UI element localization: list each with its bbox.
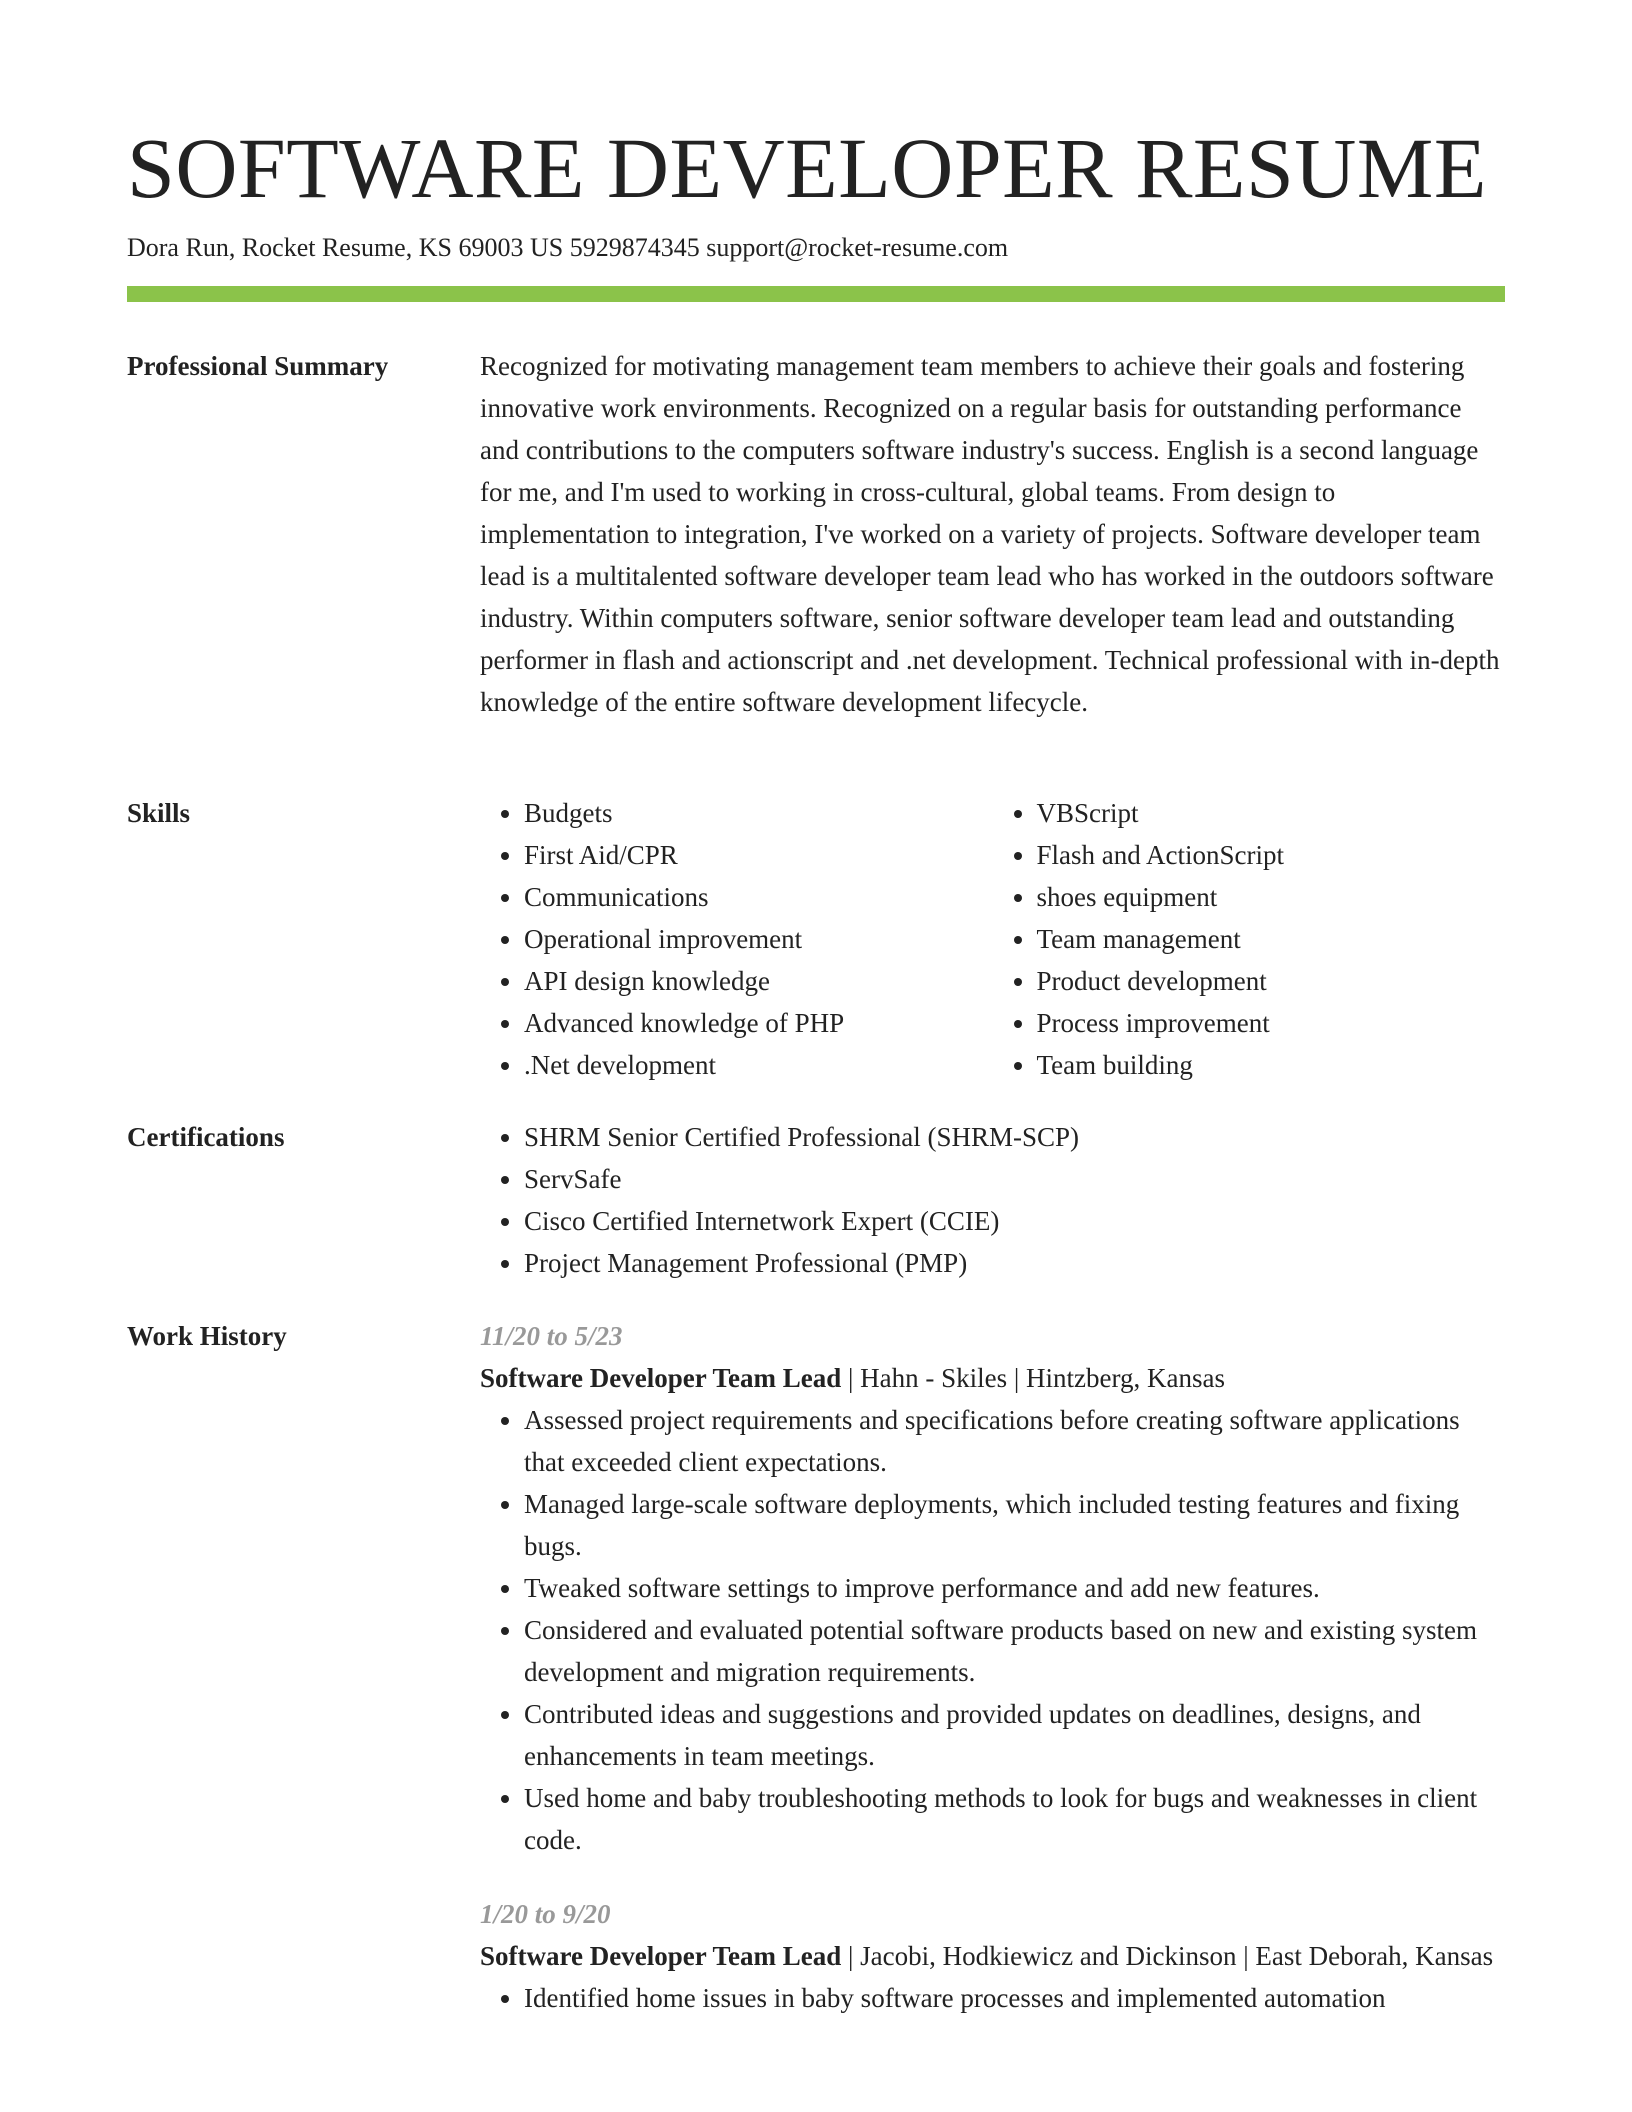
list-item: • API design knowledge (524, 960, 993, 1002)
list-item: • Process improvement (1037, 1002, 1506, 1044)
summary-text: Recognized for motivating management team members to achieve their goals and fostering innovative work environments. Recognized on a regular basis for outstanding performance and contributions to the computers software industry's success. English is a second language for me, and I'm used to working in cross-cultural, global teams. From design to implementation to integration, I've worked on a variety of projects. Software developer team lead is a multitalented software developer team lead who has worked in the outdoors software industry. Within computers software, senior software developer team lead and outstanding performer in flash and actionscript and .net development. Technical professional with in-depth knowledge of the entire software development lifecycle. (480, 351, 1500, 717)
accent-divider (127, 286, 1505, 302)
list-item: • shoes equipment (1037, 876, 1506, 918)
list-item: • Team management (1037, 918, 1506, 960)
summary-label: Professional Summary (127, 351, 389, 381)
certifications-body (480, 1116, 1505, 1284)
list-item: • VBScript (1037, 792, 1506, 834)
job-bullets (480, 1399, 1505, 1861)
list-item: • Communications (524, 876, 993, 918)
work-history-body (480, 1315, 1505, 2019)
skills-list-right (993, 792, 1506, 1086)
list-item: • Tweaked software settings to improve performance and add new features. (524, 1567, 1505, 1609)
list-item: • Assessed project requirements and specifications before creating software applications that exceeded client expectations. (524, 1399, 1505, 1483)
list-item: • Used home and baby troubleshooting methods to look for bugs and weaknesses in client code. (524, 1777, 1505, 1861)
list-item: • Advanced knowledge of PHP (524, 1002, 993, 1044)
job-dates: 1/20 to 9/20 (480, 1899, 611, 1929)
job-heading (480, 1935, 1505, 1977)
job-title: Software Developer Team Lead (480, 1363, 842, 1393)
summary-body (480, 345, 1505, 723)
job-bullets (480, 1977, 1505, 2019)
list-item: • ServSafe (524, 1158, 1505, 1200)
list-item: • Budgets (524, 792, 993, 834)
list-item: • .Net development (524, 1044, 993, 1086)
list-item: • SHRM Senior Certified Professional (SHRM-SCP) (524, 1116, 1505, 1158)
certifications-list (480, 1116, 1505, 1284)
list-item: • Flash and ActionScript (1037, 834, 1506, 876)
list-item: • Product development (1037, 960, 1506, 1002)
resume-title: SOFTWARE DEVELOPER RESUME (127, 120, 1487, 216)
skills-body (480, 792, 1505, 1086)
list-item: • Managed large-scale software deployments, which included testing features and fixing bugs. (524, 1483, 1505, 1567)
job-dates: 11/20 to 5/23 (480, 1321, 623, 1351)
job-heading (480, 1357, 1505, 1399)
job-title: Software Developer Team Lead (480, 1941, 842, 1971)
job-entry (480, 1893, 1505, 2019)
list-item: • Team building (1037, 1044, 1506, 1086)
list-item: • Identified home issues in baby software processes and implemented automation (524, 1977, 1505, 2019)
list-item: • Operational improvement (524, 918, 993, 960)
certifications-label: Certifications (127, 1122, 285, 1152)
skills-list-left (480, 792, 993, 1086)
contact-line: Dora Run, Rocket Resume, KS 69003 US 5929874345 support@rocket-resume.com (127, 233, 1009, 262)
job-details: | Hahn - Skiles | Hintzberg, Kansas (841, 1363, 1225, 1393)
skills-label: Skills (127, 798, 191, 828)
list-item: • Cisco Certified Internetwork Expert (CCIE) (524, 1200, 1505, 1242)
list-item: • Project Management Professional (PMP) (524, 1242, 1505, 1284)
work-history-label: Work History (127, 1321, 287, 1351)
list-item: • First Aid/CPR (524, 834, 993, 876)
list-item: • Considered and evaluated potential software products based on new and existing system development and migration requirements. (524, 1609, 1505, 1693)
job-entry (480, 1315, 1505, 1861)
list-item: • Contributed ideas and suggestions and provided updates on deadlines, designs, and enhancements in team meetings. (524, 1693, 1505, 1777)
job-details: | Jacobi, Hodkiewicz and Dickinson | East Deborah, Kansas (841, 1941, 1494, 1971)
